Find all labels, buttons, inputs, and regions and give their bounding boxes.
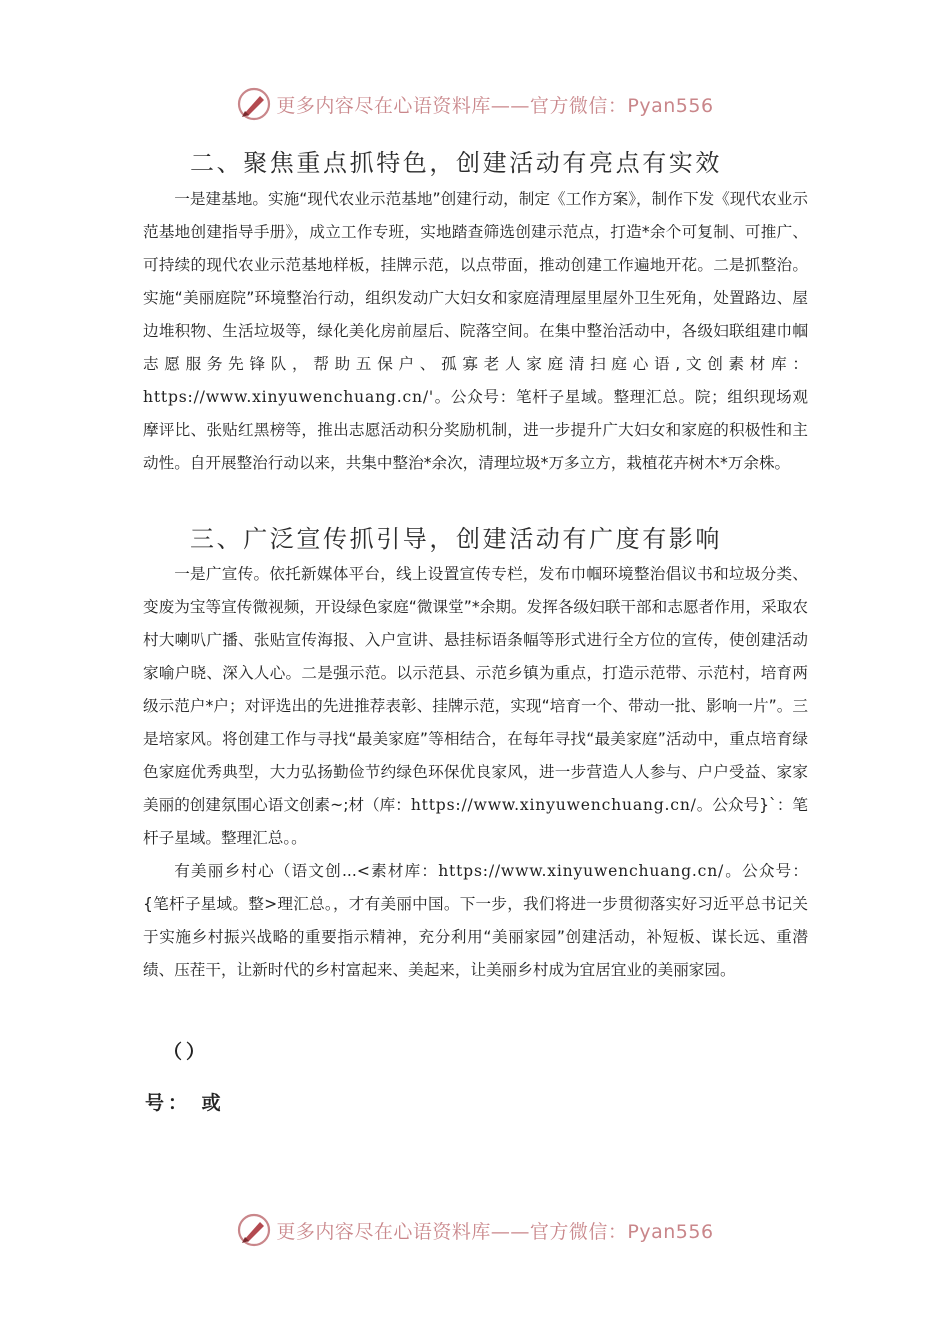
pen-nib-logo-icon bbox=[236, 86, 272, 122]
section-3-paragraph-2: 有美丽乡村心（语文创...<素材库：https://www.xinyuwenchuang.cn/。公众号：{笔杆子星域。整>理汇总。，才有美丽中国。下一步，我们将进一步贯彻落实好习近平总书记关于实施乡村振兴战略的重要指示精神，充分利用“美丽家园”创建活动，补短板、谋长远、重潜绩、压茬干，让新时代的乡村富起来、美起来，让美丽乡村成为宜居宜业的美丽家园。 bbox=[143, 862, 808, 979]
url-text: https://www.xinyuwenchuang.cn/' bbox=[143, 388, 434, 406]
url-text: https://www.xinyuwenchuang.cn/ bbox=[438, 862, 725, 880]
section-3-paragraph-1: 一是广宣传。依托新媒体平台，线上设置宣传专栏，发布巾帼环境整治倡议书和垃圾分类、变废为宝等宣传微视频，开设绿色家庭“微课堂”*余期。发挥各级妇联干部和志愿者作用，采取农村大喇叭广播、张贴宣传海报、入户宣讲、悬挂标语条幅等形式进行全方位的宣传，使创建活动家喻户晓、深入人心。二是强示范。以示范县、示范乡镇为重点，打造示范带、示范村，培育两级示范户*户；对评选出的先进推荐表彰、挂牌示范，实现“培育一个、带动一批、影响一片”。三是培家风。将创建工作与寻找“最美家庭”等相结合，在每年寻找“最美家庭”活动中，重点培育绿色家庭优秀典型，大力弘扬勤俭节约绿色环保优良家风，进一步营造人人参与、户户受益、家家美丽的创建氛围心语文创素~;材（库：https://www.xinyuwenchuang.cn/。公众号}`：笔杆子星域。整理汇总。。 bbox=[143, 565, 808, 847]
section-3-heading: 三、广泛宣传抓引导，创建活动有广度有影响 bbox=[190, 525, 722, 553]
watermark-banner-bottom bbox=[0, 1210, 950, 1250]
section-2-heading: 二、聚焦重点抓特色，创建活动有亮点有实效 bbox=[190, 149, 722, 177]
stray-parentheses: （） bbox=[163, 1041, 210, 1063]
section-2-paragraph: 一是建基地。实施“现代农业示范基地”创建行动，制定《工作方案》，制作下发《现代农业示范基地创建指导手册》，成立工作专班，实地踏查筛选创建示范点，打造*余个可复制、可推广、可持续的现代农业示范基地样板，挂牌示范，以点带面，推动创建工作遍地开花。二是抓整治。实施“美丽庭院”环境整治行动，组织发动广大妇女和家庭清理屋里屋外卫生死角，处置路边、屋边堆积物、生活垃圾等，绿化美化房前屋后、院落空间。在集中整治活动中，各级妇联组建巾帼志愿服务先锋队，帮助五保户、孤寡老人家庭清扫庭心语,文创素材库：https://www.xinyuwenchuang.cn/'。公众号：笔杆子星域。整理汇总。院；组织现场观摩评比、张贴红黑榜等，推出志愿活动积分奖励机制，进一步提升广大妇女和家庭的积极性和主动性。自开展整治行动以来，共集中整治*余次，清理垃圾*万多立方，栽植花卉树木*万余株。 bbox=[143, 190, 808, 472]
banner-text: 更多内容尽在心语资料库——官方微信：Pyan556 bbox=[276, 1220, 714, 1243]
pen-nib-logo-icon bbox=[236, 1212, 272, 1248]
url-text: https://www.xinyuwenchuang.cn/ bbox=[410, 796, 697, 814]
stray-label: 号： 或 bbox=[145, 1092, 225, 1114]
banner-text: 更多内容尽在心语资料库——官方微信：Pyan556 bbox=[276, 94, 714, 117]
watermark-banner-top bbox=[0, 84, 950, 124]
